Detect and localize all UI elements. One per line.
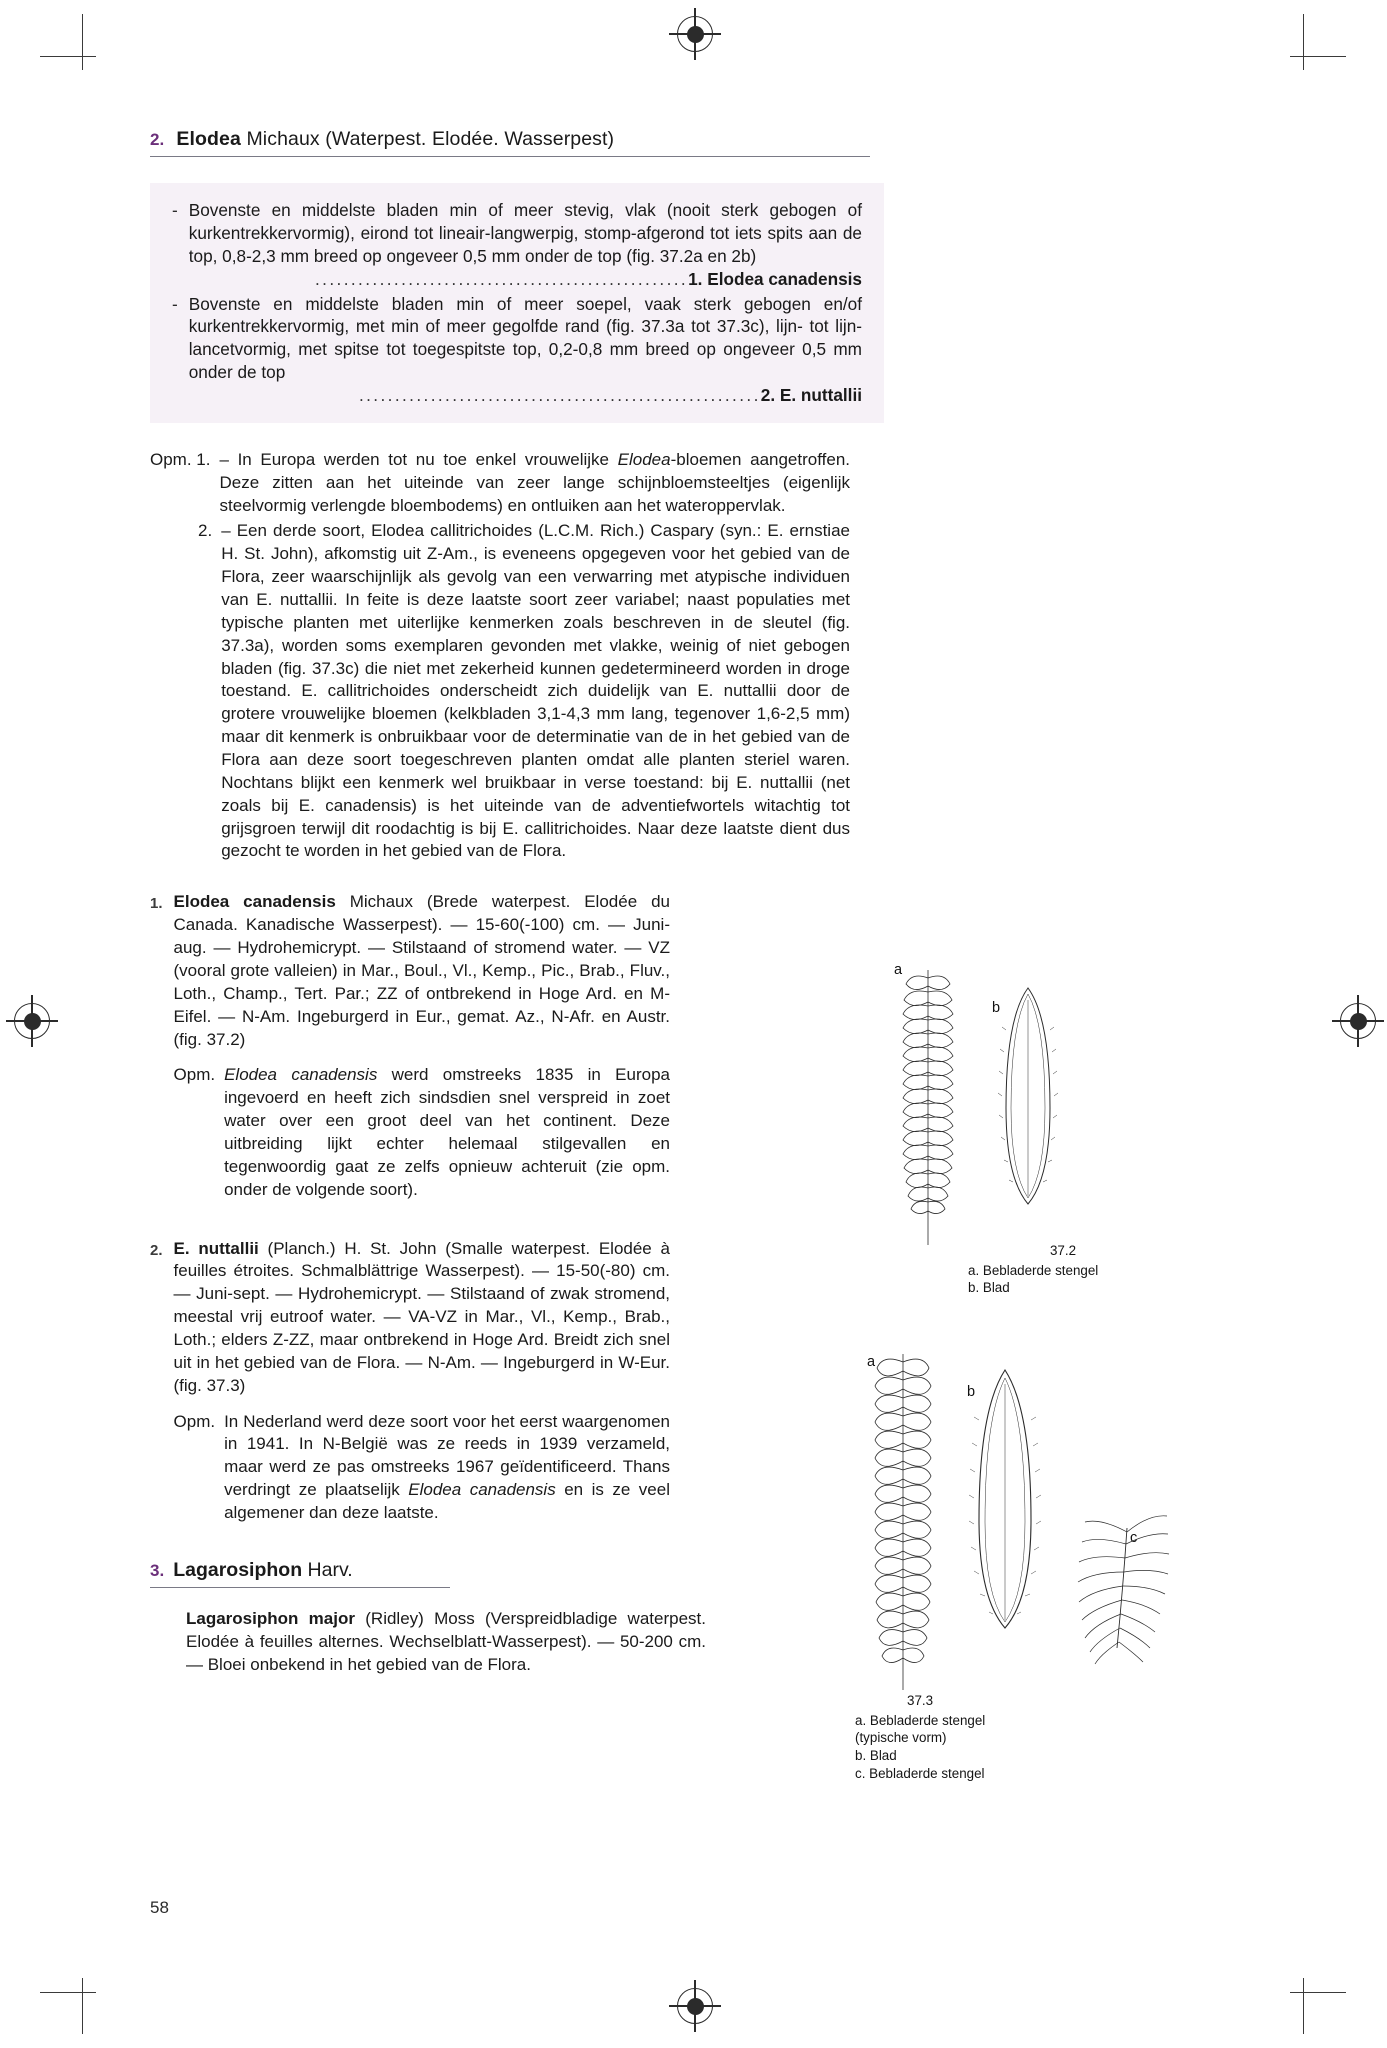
species-1-number: 1. bbox=[150, 895, 163, 913]
figure-37-3-drawing bbox=[855, 1340, 1195, 1730]
crop-mark-bottom-right-h bbox=[1290, 1992, 1346, 1993]
species-entry-elodea-canadensis bbox=[150, 891, 670, 1201]
species-2-remark-text-b: en is ze veel algemener dan deze laatste. bbox=[224, 1480, 670, 1522]
figure-37-3-legend-a2: (typische vorm) bbox=[855, 1730, 947, 1746]
species-2-remark-body bbox=[224, 1411, 670, 1525]
key-entry-2 bbox=[172, 293, 862, 407]
crop-mark-bottom-left-v bbox=[82, 1978, 83, 2034]
remark-1-text-b: -bloemen aangetroffen. Deze zitten aan het uiteinde van zeer lange schijnbloemsteeltjes (eigenlijk steelvormig verlengde bloembodems) en ontluiken aan het wateroppervlak. bbox=[219, 449, 850, 515]
figure-37-2-legend-b: b. Blad bbox=[968, 1280, 1010, 1296]
registration-target-left bbox=[14, 1003, 50, 1039]
species-1-remark-label: Opm. bbox=[173, 1065, 216, 1085]
crop-mark-top-left-v bbox=[82, 14, 83, 70]
remark-2-text: – Een derde soort, Elodea callitrichoides (L.C.M. Rich.) Caspary (syn.: E. ernstiae H. St. John), afkomstig uit Z-Am., is eveneens opgegeven voor het gebied van de Flora, zeer waarschijnlijk als gevolg van een verwarring met atypische individuen van E. nuttallii. In feite is deze laatste soort zeer variabel; naast populaties met typische planten met uiterlijke kenmerken zoals beschreven in de sleutel (fig. 37.3a), worden soms exemplaren gevonden met vlakke, weinig of niet gebogen bladen (fig. 37.3c) die niet met zekerheid kunnen gedetermineerd worden in droge toestand. E. callitrichoides onderscheidt zich duidelijk van E. nuttallii door de grotere vrouwelijke bloemen (kelkbladen 3,1-4,3 mm lang, tegenover 1,6-2,5 mm) maar dit kenmerk is onbruikbaar voor de determinatie van de in het gebied van de Flora aan deze soort toegeschreven planten omdat alle planten steriel waren. Nochtans blijkt een kenmerk wel bruikbaar in verse toestand: bij E. nuttallii (net zoals bij E. canadensis) is het uiteinde van de adventiefwortels witachtig tot grijsgroen terwijl dit roodachtig is bij E. callitrichoides. Naar deze laatste dient dus gezocht te worden in het gebied van de Flora. bbox=[221, 521, 850, 861]
key-dash: - bbox=[172, 200, 178, 220]
figure-37-3 bbox=[855, 1340, 1195, 1800]
key-entry-2-description: Bovenste en middelste bladen min of meer soepel, vaak sterk gebogen en/of kurkentrekkervormig, met min of meer gegolfde rand (fig. 37.3a tot 37.3c), lijn- tot lijn-lancetvormig, met spitse tot toegespitste top, 0,2-0,8 mm breed op ongeveer 0,5 mm onder de top bbox=[188, 293, 862, 383]
remark-1-label: Opm. 1. bbox=[150, 449, 211, 469]
genus-remarks bbox=[150, 449, 850, 863]
figure-37-2-label-a: a bbox=[894, 962, 903, 978]
key-entry-1-description: Bovenste en middelste bladen min of meer stevig, vlak (nooit sterk gebogen of kurkentrekkervormig), eirond tot lineair-langwerpig, stomp-afgerond tot iets spits aan de top, 0,8-2,3 mm breed op ongeveer 0,5 mm onder de top (fig. 37.2a en 2b) bbox=[188, 200, 862, 266]
genus-3-number: 3. bbox=[150, 1560, 165, 1580]
key-entry-1 bbox=[172, 199, 862, 291]
figure-37-3-label-c: c bbox=[1130, 1530, 1138, 1546]
species-2-name: E. nuttallii bbox=[173, 1238, 259, 1258]
genus-3-authority: Harv. bbox=[307, 1558, 353, 1581]
remark-2-body bbox=[221, 520, 850, 863]
remark-2-label: 2. bbox=[198, 521, 213, 541]
key-entry-1-text bbox=[189, 199, 862, 291]
registration-target-bottom bbox=[677, 1988, 713, 2024]
species-1-description: Michaux (Brede waterpest. Elodée du Canada. Kanadische Wasserpest). — 15-60(-100) cm. — Juni-aug. — Hydrohemicrypt. — Stilstaand of stromend water. — VZ (vooral grote valleien) in Mar., Boul., Vl., Kemp., Pic., Brab., Fluv., Loth., Champ., Tert. Par.; ZZ of ontbrekend in Hoge Ard. en M-Eifel. — N-Am. Ingeburgerd in Eur., gemat. Az., N-Afr. en Austr. (fig. 37.2) bbox=[173, 892, 670, 1049]
crop-mark-bottom-right-v bbox=[1303, 1978, 1304, 2034]
species-2-remark-taxon: Elodea canadensis bbox=[408, 1480, 556, 1500]
lagarosiphon-major-description: (Ridley) Moss (Verspreidbladige waterpest. Elodée à feuilles alternes. Wechselblatt-Wasserpest). — 50-200 cm. — Bloei onbekend in het gebied van de Flora. bbox=[186, 1608, 706, 1674]
species-1-remark-body bbox=[224, 1064, 670, 1201]
species-1-name: Elodea canadensis bbox=[173, 892, 336, 912]
species-2-remark-label: Opm. bbox=[173, 1411, 216, 1431]
figure-37-3-legend-a: a. Bebladerde stengel bbox=[855, 1712, 986, 1728]
crop-mark-bottom-left-h bbox=[40, 1992, 96, 1993]
figure-37-3-label-b: b bbox=[967, 1384, 976, 1400]
remark-2 bbox=[150, 520, 850, 863]
figure-37-2-label-b: b bbox=[992, 1000, 1001, 1016]
species-2-description: (Planch.) H. St. John (Smalle waterpest. Elodée à feuilles étroites. Schmalblättrige Wasserpest). — 15-50(-80) cm. — Juni-sept. — Hydrohemicrypt. — Stilstaand of zwak stromend, meestal vrij eutroof water. — VA-VZ in Mar., Vl., Kemp., Brab., Loth.; elders Z-ZZ, maar ontbrekend in Hoge Ard. Breidt zich snel uit in het gebied van de Flora. — N-Am. — Ingeburgerd in W-Eur. (fig. 37.3) bbox=[173, 1238, 670, 1395]
species-entry-elodea-nuttallii bbox=[150, 1238, 670, 1525]
species-2-body bbox=[174, 1238, 670, 1525]
remark-1 bbox=[150, 449, 850, 518]
key-entry-2-leader: ........................................................ bbox=[358, 385, 761, 405]
genus-number: 2. bbox=[150, 130, 165, 149]
key-entry-2-result: 2. E. nuttallii bbox=[760, 385, 862, 405]
remark-1-body bbox=[219, 449, 850, 518]
figure-37-2-caption bbox=[968, 1242, 1158, 1297]
determination-key-box bbox=[150, 183, 884, 423]
figure-37-2-drawing bbox=[880, 960, 1180, 1260]
key-entry-2-text bbox=[189, 293, 862, 407]
figure-37-2 bbox=[880, 960, 1180, 1320]
genus-3-name: Lagarosiphon bbox=[173, 1558, 303, 1581]
page-number: 58 bbox=[150, 1898, 169, 1917]
figure-37-3-legend-c: c. Bebladerde stengel bbox=[855, 1765, 985, 1781]
figure-37-3-label-a: a bbox=[867, 1354, 876, 1370]
figure-37-2-legend bbox=[968, 1262, 1158, 1297]
species-1-row bbox=[150, 891, 670, 1201]
species-2-number: 2. bbox=[150, 1241, 163, 1259]
key-dash: - bbox=[172, 293, 178, 314]
registration-target-top bbox=[677, 16, 713, 52]
figure-37-3-caption bbox=[855, 1692, 1085, 1782]
species-2-remark-text-a: In Nederland werd deze soort voor het eerst waargenomen in 1941. In N-België was ze reeds in 1939 verzameld, maar werd ze pas omstreeks 1967 geïdentificeerd. Thans verdringt ze plaatselijk bbox=[224, 1411, 670, 1500]
key-entry-1-leader: .................................................... bbox=[315, 268, 689, 289]
registration-target-right bbox=[1340, 1003, 1376, 1039]
genus-heading-lagarosiphon bbox=[150, 1559, 450, 1588]
genus-heading-elodea bbox=[150, 128, 870, 157]
species-2-remark bbox=[174, 1411, 670, 1525]
figure-37-2-number: 37.2 bbox=[1049, 1243, 1077, 1258]
lagarosiphon-major-entry bbox=[186, 1608, 706, 1677]
species-1-remark bbox=[174, 1064, 670, 1201]
crop-mark-top-left-h bbox=[40, 56, 96, 57]
figure-37-2-legend-a: a. Bebladerde stengel bbox=[968, 1262, 1099, 1278]
species-1-remark-text: werd omstreeks 1835 in Europa ingevoerd en heeft zich sindsdien snel verspreid in zoet water over een groot deel van het continent. Deze uitbreiding lijkt echter helemaal stilgevallen en tegenwoordig gaat ze zelfs opnieuw achteruit (zie opm. onder de volgende soort). bbox=[224, 1065, 670, 1199]
genus-authority: Michaux (Waterpest. Elodée. Wasserpest) bbox=[246, 128, 615, 150]
species-1-body bbox=[174, 891, 670, 1201]
lagarosiphon-major-name: Lagarosiphon major bbox=[186, 1608, 355, 1628]
figure-37-3-legend bbox=[855, 1712, 1085, 1783]
genus-name: Elodea bbox=[176, 128, 241, 150]
key-entry-1-result: 1. Elodea canadensis bbox=[688, 268, 862, 289]
remark-1-text-a: – In Europa werden tot nu toe enkel vrouwelijke bbox=[219, 449, 618, 469]
crop-mark-top-right-v bbox=[1303, 14, 1304, 70]
figure-37-3-legend-b: b. Blad bbox=[855, 1748, 897, 1764]
crop-mark-top-right-h bbox=[1290, 56, 1346, 57]
remark-1-taxon: Elodea bbox=[617, 449, 671, 469]
species-1-remark-taxon: Elodea canadensis bbox=[224, 1065, 378, 1085]
figure-37-3-number: 37.3 bbox=[907, 1693, 934, 1708]
species-2-row bbox=[150, 1238, 670, 1525]
